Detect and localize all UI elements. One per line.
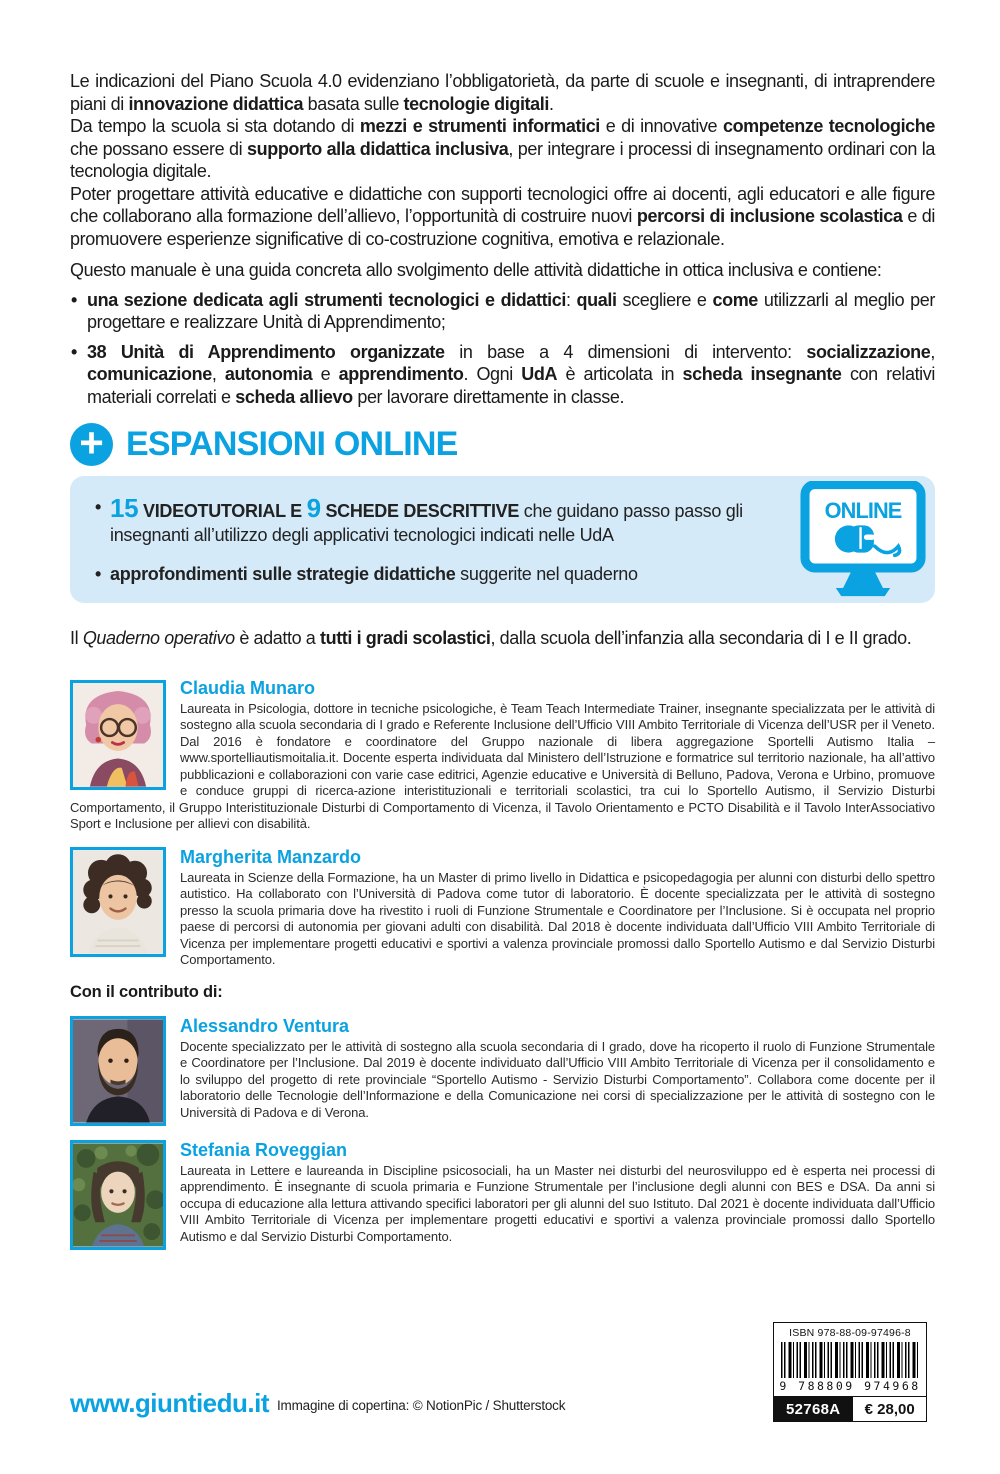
author-name-margherita-manzardo: Margherita Manzardo: [180, 846, 362, 867]
intro-paragraph-3: Poter progettare attività educative e didattiche con supporti tecnologici offre ai docenti, agli educatori e alle figure che collaborano alla formazione dell’allievo, l’opportunità di costruire nuovi percorsi di inclusione scolastica e di promuovere esperienze significative di co-costruzione cognitiva, emotiva e relazionale.: [70, 183, 935, 249]
manual-bullet-tools: • una sezione dedicata agli strumenti tecnologici e didattici: quali scegliere e come utilizzarli al meglio per progettare e realizzare Unità di Apprendimento;: [70, 289, 935, 334]
claudia-munaro-photo: [70, 680, 166, 790]
isbn-barcode-box: [773, 1322, 927, 1422]
margherita-manzardo-photo: [70, 847, 166, 957]
online-expansions-title: ESPANSIONI ONLINE: [126, 425, 458, 463]
author-claudia-munaro: [70, 678, 935, 833]
author-margherita-manzardo: [70, 847, 935, 969]
contributors-heading: Con il contributo di:: [70, 982, 223, 1001]
intro-paragraph-1: Le indicazioni del Piano Scuola 4.0 evidenziano l’obbligatorietà, da parte di scuole e insegnanti, di intraprendere piani di innovazione didattica basata sulle tecnologie digitali.: [70, 71, 935, 114]
barcode-bars: [781, 1342, 919, 1378]
online-monitor-icon: [799, 481, 927, 597]
product-code: 52768A: [774, 1397, 852, 1421]
plus-icon: +: [70, 423, 113, 466]
author-bio-alessandro-ventura: Docente specializzato per le attività di sostegno alla scuola secondaria di I grado, dove ha ricoperto il ruolo di Funzione Strumentale e Coordinatore per l’Inclusione. Dal 2019 è docente individuato dall’Ufficio VIII Ambito Territoriale di Vicenza per il consolidamento e lo sviluppo del progetto di rete provinciale “Sportello Autismo - Servizio Disturbi Comportamento”. Collabora come docente per il laboratorio delle Tecnologie dell’Informazione e della Comunicazione nei corsi di specializzazione per le attività di sostegno con le Università di Padova e di Verona.: [180, 1038, 935, 1120]
author-alessandro-ventura: [70, 1016, 935, 1126]
monitor-online-label: ONLINE: [824, 498, 902, 524]
author-name-alessandro-ventura: Alessandro Ventura: [180, 1015, 350, 1036]
intro-paragraph-2: Da tempo la scuola si sta dotando di mezzi e strumenti informatici e di innovative competenze tecnologiche che possano essere di supporto alla didattica inclusiva, per integrare i processi di insegnamento ordinari con la tecnologia digitale.: [70, 116, 936, 181]
author-text-stefania-roveggian: [180, 1140, 935, 1246]
manual-bullet-list: [70, 289, 935, 409]
author-bio-margherita-manzardo: Laureata in Scienze della Formazione, ha un Master di primo livello in Didattica e psicopedagogia per alunni con disturbi dello spettro autistico. Ha collaborato con l’Università di Padova come tutor di laboratorio. È docente specializzata per le attività di sostegno presso la scuola primaria dove ha rivestito i ruoli di Funzione Strumentale e Coordinatore per l’Inclusione. Si è occupata nel proprio paese di percorsi di autonomia per giovani adulti con disabilità. Dal 2018 è docente individuata dall’Ufficio VIII Ambito Territoriale di Vicenza per implementare progetti educativi e sportivi a valenza provinciale promossi dallo Sportello Autismo e dal Servizio Disturbi Comportamento.: [180, 869, 935, 967]
author-text-alessandro-ventura: [180, 1016, 935, 1122]
author-stefania-roveggian: [70, 1140, 935, 1250]
price: € 28,00: [852, 1397, 926, 1421]
author-bio-stefania-roveggian: Laureata in Lettere e laureanda in Discipline psicosociali, ha un Master nei disturbi del neurosviluppo ed è esperta nei processi di apprendimento. È insegnante di scuola primaria e Funzione Strumentale per l’inclusione degli alunni con BES e DSA. Da anni si occupa di educazione alla lettura attivando specifici laboratori per gli alunni del suo Istituto. Dal 2021 è docente individuata dall’Ufficio VIII Ambito Territoriale di Vicenza per implementare progetti educativi e sportivi a valenza provinciale promossi dallo Sportello Autismo e dal Servizio Disturbi Comportamento.: [180, 1162, 935, 1244]
isbn-number: ISBN 978-88-09-97496-8: [789, 1327, 911, 1339]
author-name-claudia-munaro: Claudia Munaro: [180, 677, 316, 698]
publisher-website: www.giuntiedu.it: [70, 1388, 270, 1418]
author-text-margherita-manzardo: [180, 847, 935, 969]
cover-image-credit: Immagine di copertina: © NotionPic / Shutterstock: [277, 1398, 566, 1413]
quaderno-note: Il Quaderno operativo è adatto a tutti i gradi scolastici, dalla scuola dell’infanzia alla secondaria di I e II grado.: [70, 628, 912, 648]
barcode-code-row: [774, 1396, 926, 1421]
author-bio-claudia-munaro: Laureata in Psicologia, dottore in tecniche psicologiche, è Team Teach Intermediate Trainer, insegnante specializzata per le attività di sostegno alla scuola secondaria di I grado e Referente Inclusione dell’Ufficio VIII Ambito Territoriale di Vicenza dell’USR per il Veneto. Dal 2016 è fondatore e coordinatore del Gruppo nazionale di libera aggregazione Sportelli Autismo Italia – www.sportelliautismoitalia.it. Docente esperta individuata dal Ministero dell’Istruzione e formatrice sul territorio nazionale, ha all’attivo pubblicazioni e collaborazioni con varie case editrici, Agenzie educative e Università di Belluno, Padova, Verona e Urbino, promuove e conduce gruppi di ricerca-azione interistituzionali e territoriali scolastici, tra cui lo Sportello Autismo, il Servizio Disturbi Comportamento, il Gruppo Interistituzionale Disturbi di Comportamento di Vicenza, il Tavolo Orientamento e PCTO Disabilità e il Tavolo InterAssociativo Sport e Inclusione per allievi con disabilità.: [70, 700, 935, 831]
barcode-digits: 9 788809 974968: [779, 1379, 921, 1393]
online-expansions-header: [70, 419, 935, 466]
expansion-bullet-videotutorial: • 15 VIDEOTUTORIAL E 9 SCHEDE DESCRITTIVE che guidano passo passo gli insegnanti all’utilizzo degli applicativi tecnologici indicati nelle UdA: [94, 495, 760, 547]
author-name-stefania-roveggian: Stefania Roveggian: [180, 1139, 348, 1160]
manual-lead-text: Questo manuale è una guida concreta allo svolgimento delle attività didattiche in ottica inclusiva e contiene:: [70, 260, 882, 280]
stefania-roveggian-photo: [70, 1140, 166, 1250]
manual-bullet-uda: • 38 Unità di Apprendimento organizzate in base a 4 dimensioni di intervento: socializzazione, comunicazione, autonomia e apprendimento. Ogni UdA è articolata in scheda insegnante con relativi materiali correlati e scheda allievo per lavorare direttamente in classe.: [70, 341, 935, 409]
expansion-bullet-strategie: • approfondimenti sulle strategie didattiche suggerite nel quaderno: [94, 562, 760, 586]
online-expansions-box: [70, 476, 935, 603]
alessandro-ventura-photo: [70, 1016, 166, 1126]
